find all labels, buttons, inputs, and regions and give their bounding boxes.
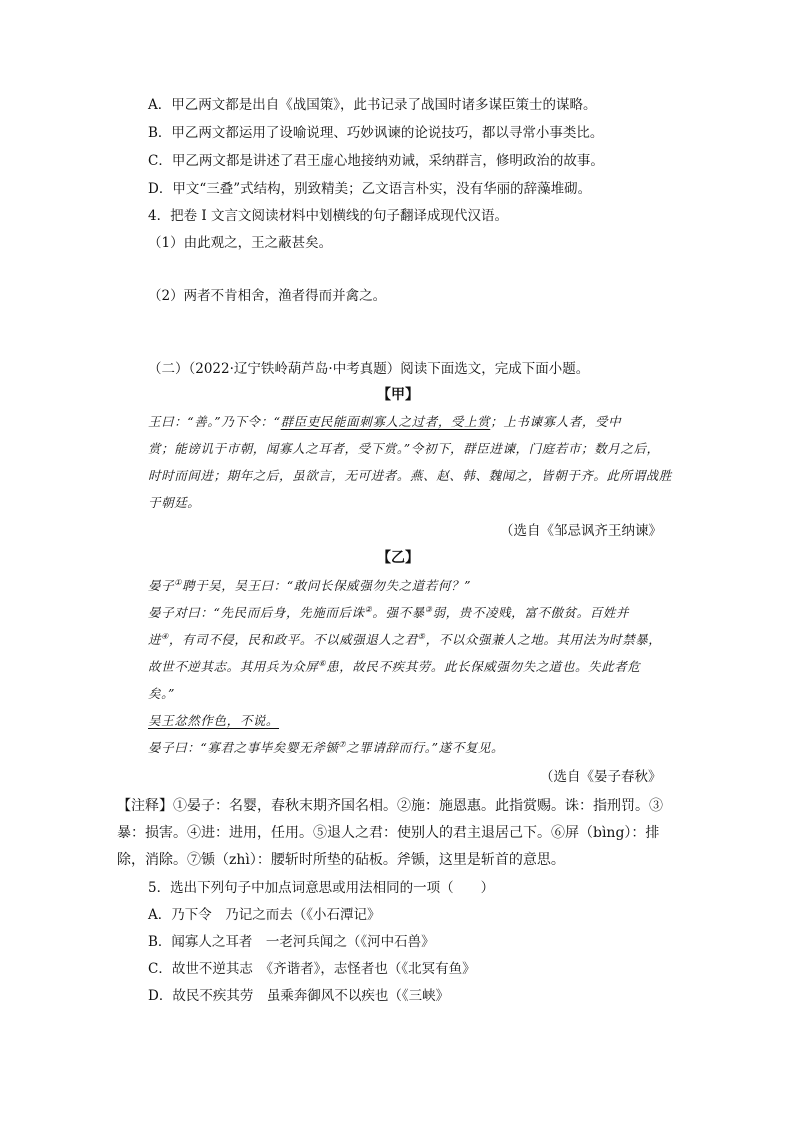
passage-yi-para-2-line-1: 晏子对曰：“先民而后身，先施而后诛②。强不暴③弱，贵不凌贱，富不傲贫。百姓并 [148, 604, 630, 620]
option-3c: C．甲乙两文都是讲述了君王虚心地接纳劝诫，采纳群言，修明政治的故事。 [148, 153, 604, 169]
passage-yi-title: 【乙】 [377, 550, 419, 566]
passage-yi-para-2-line-3: 故世不逆其志。其用兵为众屏⑥患，故民不疾其劳。此长保威强勿失之道也。失此者危 [148, 658, 641, 674]
notes-line-3: 除，消除。⑦锧（zhì）：腰斩时所垫的砧板。斧锧，这里是斩首的意思。 [117, 852, 565, 868]
option-3d: D．甲文“三叠”式结构，别致精美；乙文语言朴实，没有华丽的辞藻堆砌。 [148, 181, 592, 197]
section-2-intro: （二）（2022·辽宁铁岭葫芦岛·中考真题）阅读下面选文，完成下面小题。 [148, 361, 590, 377]
passage-jia-source: （选自《邹忌讽齐王纳谏》 [500, 523, 662, 539]
underlined-sentence: 吴王忿然作色，不说。 [148, 713, 280, 728]
passage-jia-line-3: 时时而间进；期年之后，虽欲言，无可进者。燕、赵、韩、魏闻之，皆朝于齐。此所谓战胜 [148, 468, 673, 483]
passage-jia-title: 【甲】 [377, 387, 419, 403]
passage-yi-para-2-line-2: 进④，有司不侵，民和政平。不以威强退人之君⑤，不以众强兼人之地。其用法为时禁暴， [148, 631, 662, 647]
option-5d: D．故民不疾其劳 虽乘奔御风不以疾也（《三峡》 [148, 988, 450, 1004]
option-5b: B．闻寡人之耳者 一老河兵闻之（《河中石兽》 [148, 934, 435, 950]
question-4-stem: 4．把卷 I 文言文阅读材料中划横线的句子翻译成现代汉语。 [148, 208, 509, 224]
passage-yi-para-1: 晏子①聘于吴，吴王曰：“敢问长保威强勿失之道若何？” [148, 577, 472, 593]
passage-yi-para-4: 晏子曰：“寡君之事毕矣婴无斧锧⑦之罪请辞而行。”遂不复见。 [148, 739, 505, 755]
question-5-stem: 5．选出下列句子中加点词意思或用法相同的一项（ ） [148, 880, 495, 896]
option-5c: C．故世不逆其志 《齐谐者》，志怪者也（《北冥有鱼》 [148, 961, 476, 977]
underlined-sentence: 群臣吏民能面刺寡人之过者，受上赏 [280, 414, 491, 429]
passage-yi-source: （选自《晏子春秋》 [540, 769, 662, 785]
passage-yi-para-3 [148, 712, 279, 730]
question-4-sentence-1: （1）由此观之，王之蔽甚矣。 [148, 235, 333, 251]
passage-yi-para-2-line-4: 矣。” [148, 686, 175, 701]
notes-line-1: 【注释】①晏子：名婴，春秋末期齐国名相。②施：施恩惠。此指赏赐。诛：指刑罚。③ [117, 798, 663, 814]
option-3a: A．甲乙两文都是出自《战国策》，此书记录了战国时诸多谋臣策士的谋略。 [148, 97, 597, 113]
option-5a: A．乃下令 乃记之而去（《小石潭记》 [148, 907, 381, 923]
passage-jia-line-4: 于朝廷。 [148, 495, 201, 510]
passage-jia-line-2: 赏；能谤讥于市朝，闻寡人之耳者，受下赏。”令初下，群臣进谏，门庭若市；数月之后， [148, 441, 660, 456]
passage-jia-line-1: 王曰：“善。”乃下令：“群臣吏民能面刺寡人之过者，受上赏；上书谏寡人者，受中 [148, 414, 622, 429]
question-4-sentence-2: （2）两者不肯相舍，渔者得而并禽之。 [148, 288, 387, 304]
notes-line-2: 暴：损害。④进：进用，任用。⑤退人之君：使别人的君主退居己下。⑥屏（bìng）：排 [117, 825, 660, 841]
option-3b: B．甲乙两文都运用了设喻说理、巧妙讽谏的论说技巧，都以寻常小事类比。 [148, 125, 604, 141]
